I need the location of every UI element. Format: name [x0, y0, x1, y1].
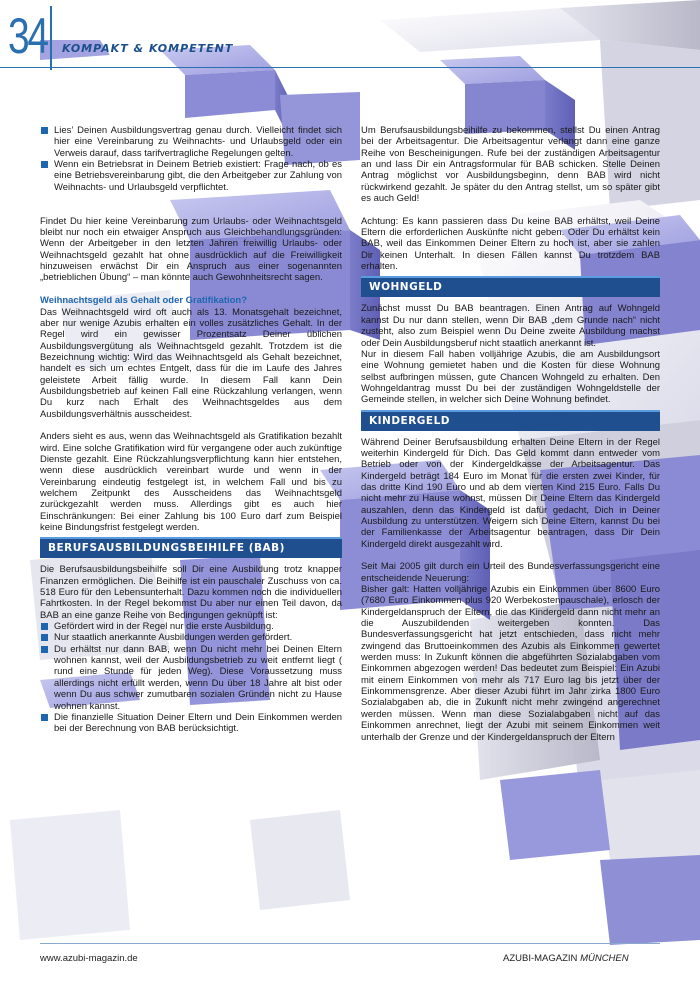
bullet-square-icon: [41, 646, 48, 653]
bullet-item: Du erhältst nur dann BAB, wenn Du nicht mehr bei Deinen Eltern wohnen kannst, weil der Ausbildungsbetrieb zu weit entfernt liegt ( rund eine Stunde für jeden Weg). Diese Voraussetzung muss allerdings nicht erfüllt werden, wenn Du über 18 Jahre alt bist oder wenn Du aus schwer zumutbaren sozialen Gründen nicht zu Hause wohnen kannst.: [40, 644, 342, 712]
bullet-square-icon: [41, 161, 48, 168]
bullet-square-icon: [41, 714, 48, 721]
subheading: Weihnachtsgeld als Gehalt oder Gratifikation?: [40, 295, 247, 307]
body-paragraph: Nur in diesem Fall haben volljährige Azubis, die am Ausbildungsort eine Wohnung gemietet haben und die Kosten für diese Wohnung selbst aufbringen müssen, gute Chancen Wohngeld zu erhalten. Den Wohngeldantrag musst Du bei der zuständigen Wohngeldstelle der Gemeinde stellen, in welcher sich Deine Wohnung befindet.: [361, 348, 660, 406]
body-paragraph: Bisher galt: Hatten volljährige Azubis ein Einkommen über 8600 Euro (7680 Euro Einkommen plus 920 Werbekostenpauschale), erlosch der Kindergeldanspruch der Eltern, die das Kindergeld dann nicht mehr an die Auszubildenden weitergeben konnten. Das Bundesverfassungsgericht hat jetzt entschieden, dass nicht mehr zwingend das Bruttoeinkommen des Azubis als Einkommen gewertet werden muss: In Zukunft können die abgeführten Sozialabgaben vom Einkommen abgezogen werden! Das bedeutet zum Beispiel: Ein Azubi mit einem Einkommen von mehr als 717 Euro lag bis jetzt über der Einkommensgrenze. Aber dieser Azubi führt im Jahr zirka 1800 Euro Sozialabgaben ab, die in Zukunft nicht mehr zwingend angerechnet werden müssen. Wenn man diese Sozialabgaben nicht auf das Einkommen anrechnet, liegt der Azubi mit seinem Einkommen weit unterhalb der Grenze und der Kindergeldanspruch der Eltern: [361, 584, 660, 743]
bullet-item: Lies’ Deinen Ausbildungsvertrag genau durch. Vielleicht findet sich hier eine Vereinbarung zu Weihnachts- und Urlaubsgeld oder ein Verweis darauf, dass tarifvertragliche Regelungen gelten.: [40, 125, 342, 159]
footer-rule: [40, 943, 660, 944]
body-paragraph: Findet Du hier keine Vereinbarung zum Urlaubs- oder Weihnachtsgeld bleibt nur noch ein etwaiger Anspruch aus Gleichbehandlungsgründen: Wenn der Arbeitgeber in den letzten Jahren freiwillig Urlaubs- oder Weihnachtsgeld gezahlt hat ohne ausdrücklich auf die Freiwilligkeit hinzuweisen erwächst Dir ein Anspruch aus einer sogenannten „betrieblichen Übung“ – man könnte auch Gewohnheitsrecht sagen.: [40, 215, 342, 284]
bullet-square-icon: [41, 634, 48, 641]
body-paragraph: Zunächst musst Du BAB beantragen. Einen Antrag auf Wohngeld kannst Du nur dann stellen, wenn Dir BAB „dem Grunde nach“ nicht zusteht, also zum Beispiel wenn Du Deine zweite Ausbildung machst oder Dein Ausbildungsberuf nicht staatlich anerkannt ist.: [361, 303, 660, 349]
bullet-square-icon: [41, 127, 48, 134]
left-column: [40, 125, 342, 735]
footer-url-link[interactable]: www.azubi-magazin.de: [40, 953, 138, 964]
body-paragraph: Das Weihnachtsgeld wird oft auch als 13. Monatsgehalt bezeichnet, aber nur wenige Azubis erhalten ein volles zusätzliches Gehalt. In der Regel wird ein gewisser Prozentsatz Deiner üblichen Ausbildungsvergütung als Weihnachtsgeld gezahlt. Trotzdem ist die Bezeichnung wichtig: Wird das Weihnachtsgeld als Gehalt bezeichnet, handelt es sich um echtes Entgelt, dass für die im Laufe des Jahres geleistete Arbeit fällig wurde. In diesem Fall kann Dein Ausbildungsbetrieb auf keinen Fall eine Rückzahlung verlangen, wenn Du kurz nach Erhalt des Weihnachtsgeldes aus dem Ausbildungsverhältnis ausscheidest.: [40, 306, 342, 420]
body-paragraph: Um Berufsausbildungsbeihilfe zu bekommen, stellst Du einen Antrag bei der Arbeitsagentur. Die Arbeitsagentur verlangt dann eine ganze Reihe von Bescheinigungen. Rufe bei der zuständigen Arbeitsagentur an und lass Dir ein Antragsformular für BAB schicken. Stelle Deinen Antrag möglichst vor Ausbildungsbeginn, denn BAB wird nicht rückwirkend gezahlt. Je später du den Antrag stellst, um so später gibt es auch Geld!: [361, 125, 660, 205]
bullet-square-icon: [41, 623, 48, 630]
body-paragraph: Seit Mai 2005 gilt durch ein Urteil des Bundesverfassungsgericht eine entscheidende Neuerung:: [361, 561, 660, 584]
section-bar-wohngeld: WOHNGELD: [361, 276, 660, 297]
header-divider: [50, 6, 52, 70]
section-bar-kindergeld: KINDERGELD: [361, 410, 660, 431]
section-title: KOMPAKT & KOMPETENT: [62, 42, 234, 55]
body-paragraph: Die Berufsausbildungsbeihilfe soll Dir eine Ausbildung trotz knapper Finanzen ermöglichen. Die Beihilfe ist ein pauschaler Zuschuss von ca. 518 Euro für den Lebensunterhalt. Dazu kommen noch die individuellen Fahrtkosten. In der Regel bekommst Du aber nur einen Teil davon, da BAB an eine ganze Reihe von Bedingungen geknüpft ist:: [40, 564, 342, 621]
header-rule: [0, 67, 700, 68]
page-number: 34: [8, 8, 47, 64]
bullet-item: Gefördert wird in der Regel nur die erste Ausbildung.: [40, 621, 342, 632]
body-paragraph: Während Deiner Berufsausbildung erhalten Deine Eltern in der Regel weiterhin Kindergeld für Dich. Das Geld kommt dann entweder vom Betrieb oder von der Kindergeldkasse der Arbeitsagentur. Das Kindergeld beträgt 184 Euro im Monat für die ersten zwei Kinder, für das dritte Kind 190 Euro und ab dem vierten Kind 215 Euro. Falls Du nicht mehr zu Hause wohnst, müssen Dir Deine Eltern das Kindergeld auszahlen, denn das Kindergeld ist dafür gedacht, Dich in Deiner Ausbildung zu unterstützen. Weigern sich Deine Eltern, kannst Du bei der Familienkasse der Arbeitsagentur beantragen, dass Dir Dein Kindergeld direkt ausgezahlt wird.: [361, 436, 660, 550]
body-paragraph: Anders sieht es aus, wenn das Weihnachtsgeld als Gratifikation bezahlt wird. Eine solche Gratifikation wird für vergangene oder auch zukünftige Dienste gezahlt. Eine Rückzahlungsverpflichtung kann hier entstehen, wenn diese ausdrücklich vereinbart wurde und wenn in der Vereinbarung eindeutig festgelegt ist, in welchem Fall und bis zu welchem Zeitpunkt des Ausscheidens das Weihnachtsgeld zurückgezahlt werden muss. Allerdings gibt es auch hier Einschränkungen: Bei einer Zahlung bis 100 Euro darf zum Beispiel keine Bindungsfrist festgelegt werden.: [40, 431, 342, 534]
section-bar-bab: BERUFSAUSBILDUNGSBEIHILFE (BAB): [40, 537, 342, 558]
body-paragraph: Achtung: Es kann passieren dass Du keine BAB erhältst, weil Deine Eltern die erforderlichen Auskünfte nicht geben. Oder Du erhältst kein BAB, weil das Einkommen Deiner Eltern zu hoch ist, aber sie zahlen Dir keinen Unterhalt. In diesen Fällen kannst Du trotzdem BAB erhalten.: [361, 215, 660, 273]
bullet-item: Die finanzielle Situation Deiner Eltern und Dein Einkommen werden bei der Berechnung von BAB berücksichtigt.: [40, 712, 342, 735]
bullet-item: Wenn ein Betriebsrat in Deinem Betrieb existiert: Frage nach, ob es eine Betriebsvereinbarung gibt, die den Arbeitgeber zur Zahlung von Weihnachts- und Urlaubsgeld verpflichtet.: [40, 159, 342, 193]
right-column: [361, 125, 660, 743]
footer-magazine-name: AZUBI-MAGAZIN MÜNCHEN: [503, 953, 629, 964]
bullet-item: Nur staatlich anerkannte Ausbildungen werden gefördert.: [40, 632, 342, 643]
